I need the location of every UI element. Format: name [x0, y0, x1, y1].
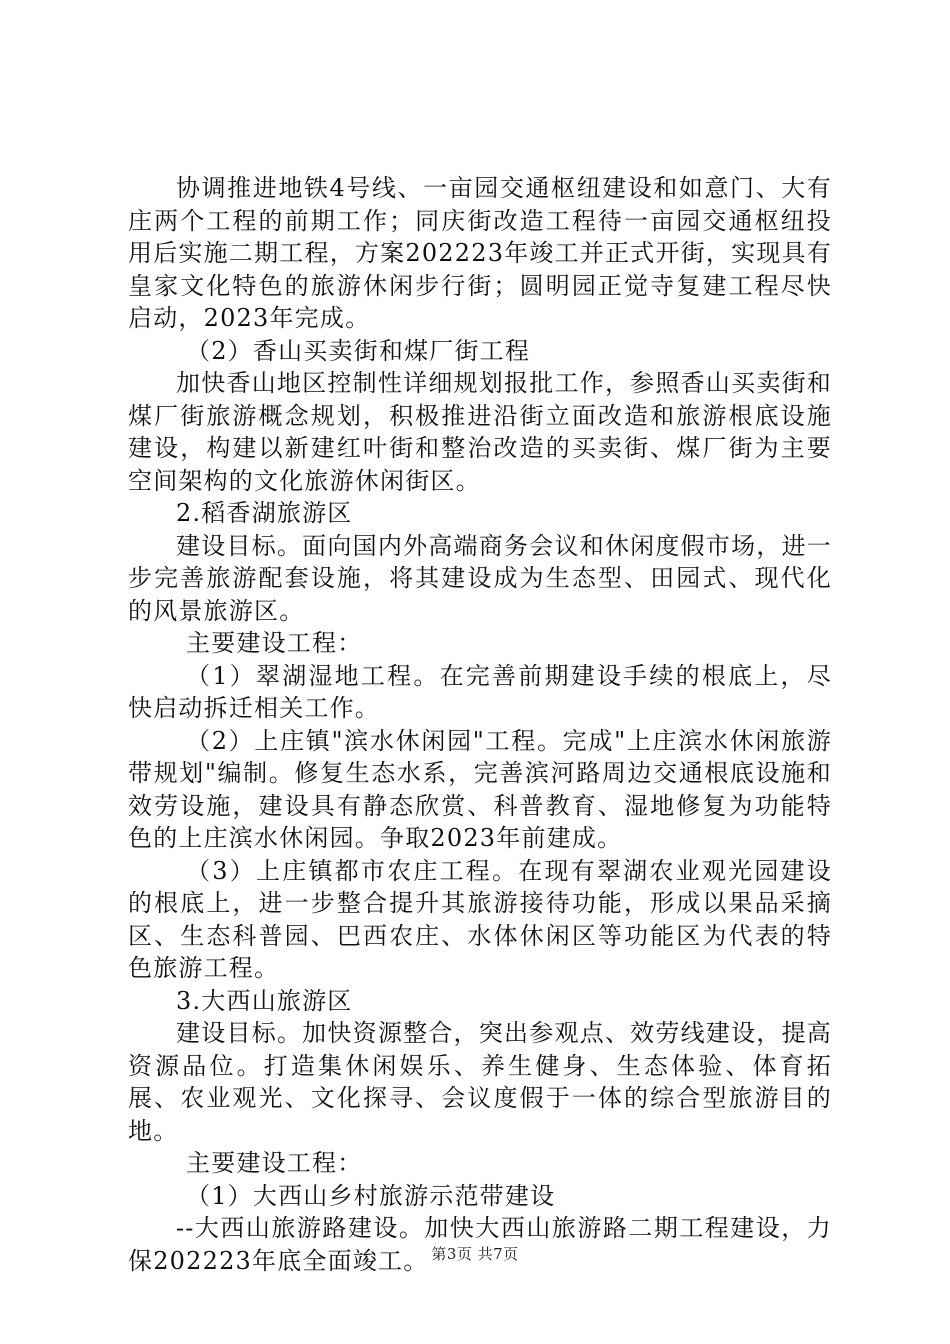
paragraph-cuihu-wetland: （1）翠湖湿地工程。在完善前期建设手续的根底上，尽快启动拆迁相关工作。 [128, 661, 832, 722]
paragraph-daxishan-goal: 建设目标。加快资源整合，突出参观点、效劳线建设，提高资源品位。打造集休闲娱乐、养生健身、生态体验、体育拓展、农业观光、文化探寻、会议度假于一体的综合型旅游目的地。 [128, 1019, 832, 1145]
paragraph-daxishan-road: --大西山旅游路建设。加快大西山旅游路二期工程建设，力保202223年底全面竣工。 [128, 1214, 832, 1275]
page-number-footer: 第3页 共7页 [431, 1245, 519, 1263]
paragraph-shangzhuang-farm: （3）上庄镇都市农庄工程。在现有翠湖农业观光园建设的根底上，进一步整合提升其旅游接待功能，形成以果品采摘区、生态科普园、巴西农庄、水体休闲区等功能区为代表的特色旅游工程。 [128, 856, 832, 982]
subheading-xiangshan-streets: （2）香山买卖街和煤厂街工程 [186, 336, 531, 365]
paragraph-shangzhuang-waterfront: （2）上庄镇"滨水休闲园"工程。完成"上庄滨水休闲旅游带规划"编制。修复生态水系，完善滨河路周边交通根底设施和效劳设施，建设具有静态欣赏、科普教育、湿地修复为功能特色的上庄滨水休闲园。争取2023年前建成。 [128, 726, 832, 852]
paragraph-daoxianghu-goal: 建设目标。面向国内外高端商务会议和休闲度假市场，进一步完善旅游配套设施，将其建设成为生态型、田园式、现代化的风景旅游区。 [128, 531, 832, 625]
section-heading-daxishan: 3.大西山旅游区 [176, 986, 353, 1015]
subheading-main-projects-1: 主要建设工程： [186, 629, 363, 657]
subheading-main-projects-2: 主要建设工程： [186, 1149, 363, 1177]
paragraph-subway-project: 协调推进地铁4号线、一亩园交通枢纽建设和如意门、大有庄两个工程的前期工作；同庆街改造工程待一亩园交通枢纽投用后实施二期工程，方案202223年竣工并正式开街，实现具有皇家文化特色的旅游休闲步行街；圆明园正觉寺复建工程尽快启动，2023年完成。 [128, 174, 832, 332]
section-heading-daoxianghu: 2.稻香湖旅游区 [176, 499, 353, 527]
document-body [128, 172, 832, 1277]
paragraph-xiangshan-planning: 加快香山地区控制性详细规划报批工作，参照香山买卖街和煤厂街旅游概念规划，积极推进沿街立面改造和旅游根底设施建设，构建以新建红叶街和整治改造的买卖街、煤厂街为主要空间架构的文化旅游休闲街区。 [128, 369, 832, 495]
subheading-daxishan-village: （1）大西山乡村旅游示范带建设 [186, 1181, 556, 1210]
